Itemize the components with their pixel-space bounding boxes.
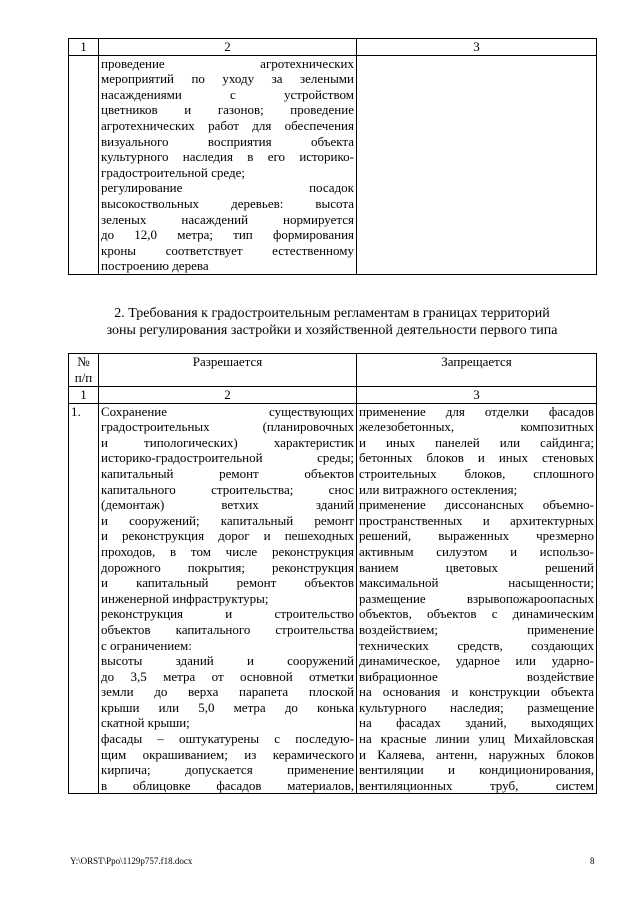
text-line: зеленых насаждений нормируется: [101, 211, 354, 227]
table-index-row: [69, 387, 597, 404]
text-line: в облицовке фасадов материалов,: [101, 777, 354, 793]
table-header-row: [69, 354, 597, 387]
text-line: технических средств, создающих: [359, 637, 594, 653]
text-line: на основания и конструкции объекта: [359, 684, 594, 700]
text-line: и сооружений; капитальный ремонт: [101, 512, 354, 528]
text-line: на красные линии улиц Михайловская: [359, 731, 594, 747]
header-forbidden: Запрещается: [357, 354, 597, 387]
text-line: до 12,0 метра; тип формирования: [101, 227, 354, 243]
heading-line: 2. Требования к градостроительным регламентам в границах территорий: [114, 306, 550, 321]
text-line: земли до верха парапета плоской: [101, 684, 354, 700]
text-line: высоты зданий и сооружений: [101, 653, 354, 669]
text-line: вентиляции и кондиционирования,: [359, 762, 594, 778]
text-line: мероприятий по уходу за зелеными: [101, 71, 354, 87]
col-index-1: 1: [69, 39, 99, 56]
text-line: максимальной насыщенности;: [359, 575, 594, 591]
text-line: железобетонных, композитных: [359, 419, 594, 435]
text-line: градостроительной среде;: [101, 164, 246, 180]
text-line: объектов, объектов с динамическим: [359, 606, 594, 622]
text-line: размещение взрывопожароопасных: [359, 590, 594, 606]
text-line: скатной крыши;: [101, 715, 190, 731]
text-line: реконструкция и строительство: [101, 606, 354, 622]
col-index-3: 3: [357, 387, 597, 404]
text-line: решений, выраженных чрезмерно: [359, 528, 594, 544]
text-line: воздействием; применение: [359, 621, 594, 637]
text-line: капитального строительства; снос: [101, 481, 354, 497]
text-line: объектов капитального строительства: [101, 621, 354, 637]
text-line: или витражного остекления;: [359, 481, 518, 497]
heading-line: зоны регулирования застройки и хозяйственной деятельности первого типа: [106, 322, 558, 338]
text-line: историко-градостроительной среды;: [101, 450, 354, 466]
text-line: строительных блоков, сплошного: [359, 465, 594, 481]
text-line: (демонтаж) ветхих зданий: [101, 497, 354, 513]
allowed-cell: [99, 55, 357, 274]
text-line: дорожного покрытия; реконструкция: [101, 559, 354, 575]
header-num: № п/п: [69, 354, 99, 387]
text-line: капитальный ремонт объектов: [101, 465, 354, 481]
text-line: и реконструкция дорог и пешеходных: [101, 528, 354, 544]
text-line: культурного наследия; размещение: [359, 699, 594, 715]
col-index-2: 2: [99, 387, 357, 404]
text-line: на фасадах зданий, выходящих: [359, 715, 594, 731]
text-line: щим окрашиванием; из керамического: [101, 746, 354, 762]
text-line: активным силуэтом и использо-: [359, 543, 594, 559]
table-row: [69, 403, 597, 794]
text-line: до 3,5 метра от основной отметки: [101, 668, 354, 684]
text-line: фасады – оштукатурены с последую-: [101, 731, 354, 747]
text-line: с ограничением:: [101, 637, 192, 653]
text-line: агротехнических работ для обеспечения: [101, 117, 354, 133]
text-line: проведение агротехнических: [101, 55, 354, 71]
text-line: кроны соответствует естественному: [101, 242, 354, 258]
text-line: цветников и газонов; проведение: [101, 102, 354, 118]
text-line: и Каляева, антенн, наружных блоков: [359, 746, 594, 762]
text-line: регулирование посадок: [101, 180, 354, 196]
text-line: применение для отделки фасадов: [359, 403, 594, 419]
text-line: и иных панелей или сайдинга;: [359, 434, 594, 450]
text-line: и типологических) характеристик: [101, 434, 354, 450]
col-index-3: 3: [357, 39, 597, 56]
text-line: проходов, в том числе реконструкция: [101, 543, 354, 559]
row-number: 1.: [69, 403, 99, 794]
text-line: построению дерева: [101, 258, 209, 274]
table-row: [69, 55, 597, 274]
text-line: высокоствольных деревьев: высота: [101, 195, 354, 211]
text-line: динамическое, ударное или ударно-: [359, 653, 594, 669]
text-line: применение диссонансных объемно-: [359, 497, 594, 513]
text-line: визуального восприятия объекта: [101, 133, 354, 149]
header-allowed: Разрешается: [99, 354, 357, 387]
text-line: градостроительных (планировочных: [101, 419, 354, 435]
text-line: кирпича; допускается применение: [101, 762, 354, 778]
text-line: вибрационное воздействие: [359, 668, 594, 684]
forbidden-cell: [357, 403, 597, 794]
text-line: ванием цветовых решений: [359, 559, 594, 575]
footer-file-path: Y:\ORST\Ppo\1129p757.f18.docx: [70, 856, 193, 866]
num-cell: [69, 55, 99, 274]
table-index-row: [69, 39, 597, 56]
allowed-cell: [99, 403, 357, 794]
text-line: насаждениями с устройством: [101, 86, 354, 102]
col-index-2: 2: [99, 39, 357, 56]
col-index-1: 1: [69, 387, 99, 404]
text-line: бетонных блоков и иных стеновых: [359, 450, 594, 466]
text-line: культурного наследия в его историко-: [101, 149, 354, 165]
text-line: и капитальный ремонт объектов: [101, 575, 354, 591]
page-number: 8: [590, 856, 595, 866]
text-line: инженерной инфраструктуры;: [101, 590, 269, 606]
forbidden-cell: [357, 55, 597, 274]
regulations-table: [68, 353, 597, 794]
text-line: пространственных и архитектурных: [359, 512, 594, 528]
text-line: Сохранение существующих: [101, 403, 354, 419]
text-line: крыши или 5,0 метра до конька: [101, 699, 354, 715]
table-continued: [68, 38, 597, 275]
section-heading: [70, 306, 594, 339]
text-line: вентиляционных труб, систем: [359, 777, 594, 793]
